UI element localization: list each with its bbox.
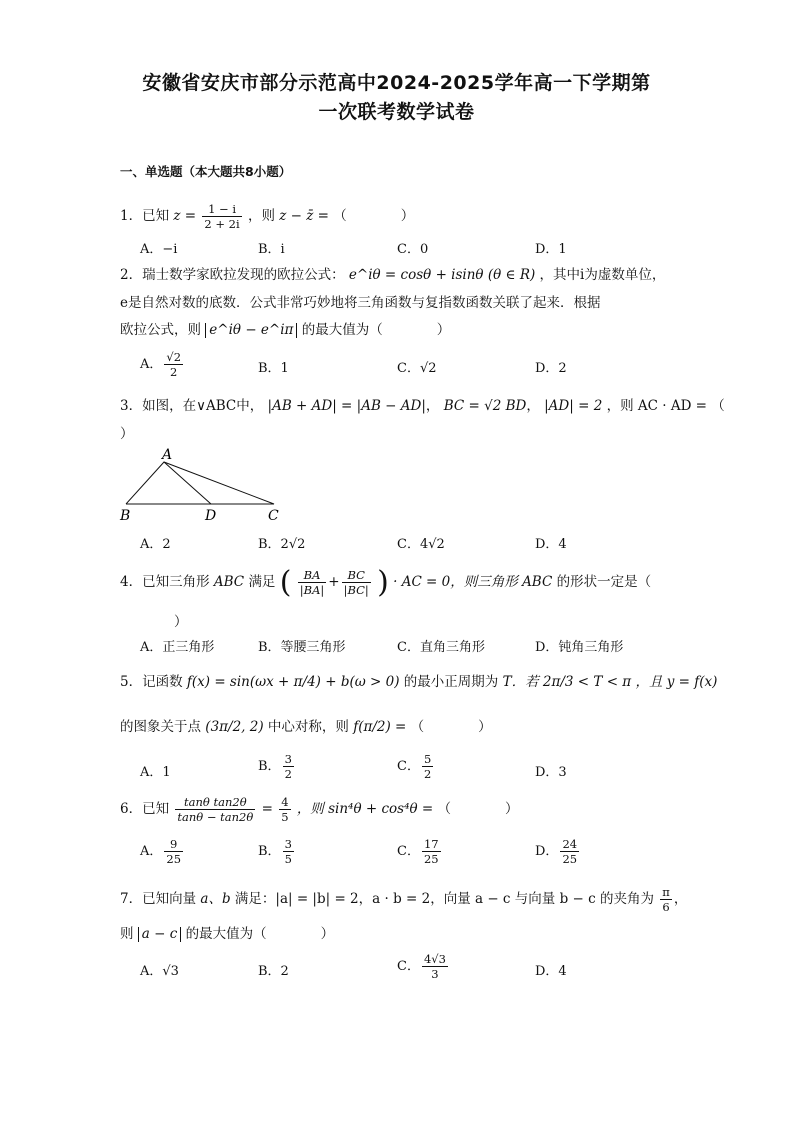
q1-fraction: $\frac{1 - i}{2 + 2i}$ bbox=[204, 202, 240, 231]
label-b: B bbox=[120, 508, 131, 524]
q2-option-c[interactable]: C．√2 bbox=[397, 361, 437, 376]
q4-option-a[interactable]: A．正三角形 bbox=[140, 640, 215, 655]
question-4-line-2: ） bbox=[120, 614, 188, 630]
q1-options bbox=[140, 238, 700, 262]
question-3-line-1: 3．如图，在∨ABC中， |AB + AD| = |AB − AD|， BC = √2 BD， |AD| = 2 ，则 AC · AD = （ bbox=[120, 398, 725, 414]
q7-option-c[interactable]: C． $\frac{4√3}{3}$ bbox=[397, 952, 446, 981]
q5-option-b[interactable]: B． $\frac{3}{2}$ bbox=[258, 752, 292, 781]
label-a: A bbox=[162, 447, 173, 463]
question-3-line-2: ） bbox=[120, 426, 134, 442]
q3-option-b[interactable]: B．2√2 bbox=[258, 537, 306, 552]
q4-option-d[interactable]: D．钝角三角形 bbox=[535, 640, 624, 655]
segment-ad bbox=[164, 462, 211, 504]
question-6: 6．已知 $\frac{\text{tanθ tan2θ}}{\tan\theta - \tan 2\theta}$ = $\frac{4}{5}$ ，则 sin⁴θ + cos⁴θ = （ ） bbox=[120, 795, 519, 824]
section-heading: 一、单选题（本大题共8小题） bbox=[120, 164, 292, 179]
q2-options bbox=[140, 350, 700, 379]
question-7-line-2: 则 a − c 的最大值为（ ） bbox=[120, 926, 335, 942]
q2-option-a[interactable]: A． $\frac{√2}{2}$ bbox=[140, 350, 182, 379]
question-7-line-1: 7．已知向量 a、b 满足：|a| = |b| = 2，a · b = 2，向量 a − c 与向量 b − c 的夹角为 $\frac{\pi}{6}$ ， bbox=[120, 885, 688, 914]
q6-option-a[interactable]: A． $\frac{9}{25}$ bbox=[140, 837, 182, 866]
question-1: 1．已知 z = $\frac{1 - i}{2 + 2i}$ ，则 z − z̄ = （ ） bbox=[120, 202, 415, 231]
question-5-line-1: 5．记函数 f(x) = sin(ωx + π/4) + b(ω > 0) 的最小正周期为 T．若 2π/3 < T < π ，且 y = f(x) bbox=[120, 674, 718, 690]
question-2-line-1: 2．瑞士数学家欧拉发现的欧拉公式： e^iθ = cosθ + isinθ (θ ∈ R) ，其中i为虚数单位， bbox=[120, 267, 666, 283]
question-2-line-3: 欧拉公式，则 e^iθ − e^iπ 的最大值为（ ） bbox=[120, 322, 451, 338]
q7-option-a[interactable]: A．√3 bbox=[140, 964, 179, 979]
q3-option-c[interactable]: C．4√2 bbox=[397, 537, 445, 552]
q3-option-a[interactable]: A．2 bbox=[140, 537, 171, 552]
q6-options bbox=[140, 837, 700, 866]
triangle-outline bbox=[126, 462, 274, 504]
q4-option-c[interactable]: C．直角三角形 bbox=[397, 640, 485, 655]
q1-option-b[interactable]: B．i bbox=[258, 242, 285, 257]
q5-options bbox=[140, 752, 700, 781]
triangle-figure bbox=[115, 446, 295, 524]
title-line-2: 一次联考数学试卷 bbox=[318, 101, 475, 123]
question-4-line-1: 4．已知三角形 ABC 满足 ( $\frac{BA}{|BA|}$ + $\frac{BC}{|BC|}$ ) · AC = 0，则三角形 ABC 的形状一定是（ bbox=[120, 565, 652, 600]
q6-option-d[interactable]: D． $\frac{24}{25}$ bbox=[535, 837, 578, 866]
q5-option-c[interactable]: C． $\frac{5}{2}$ bbox=[397, 752, 432, 781]
question-2-line-2: e是自然对数的底数．公式非常巧妙地将三角函数与复指数函数关联了起来．根据 bbox=[120, 295, 601, 311]
label-c: C bbox=[268, 508, 279, 524]
title-line-1: 安徽省安庆市部分示范高中2024-2025学年高一下学期第 bbox=[142, 72, 651, 94]
q4-options bbox=[140, 636, 700, 660]
q1-option-d[interactable]: D．1 bbox=[535, 242, 567, 257]
q6-option-b[interactable]: B． $\frac{3}{5}$ bbox=[258, 837, 292, 866]
q2-option-d[interactable]: D．2 bbox=[535, 361, 567, 376]
q7-option-b[interactable]: B．2 bbox=[258, 964, 289, 979]
question-5-line-2: 的图象关于点 (3π/2, 2) 中心对称，则 f(π/2) = （ ） bbox=[120, 719, 492, 735]
q2-option-b[interactable]: B．1 bbox=[258, 361, 289, 376]
q6-option-c[interactable]: C． $\frac{17}{25}$ bbox=[397, 837, 439, 866]
q5-option-a[interactable]: A．1 bbox=[140, 765, 171, 780]
label-d: D bbox=[205, 508, 217, 524]
q7-option-d[interactable]: D．4 bbox=[535, 964, 567, 979]
q3-options bbox=[140, 533, 700, 557]
q4-option-b[interactable]: B．等腰三角形 bbox=[258, 640, 346, 655]
q1-option-c[interactable]: C．0 bbox=[397, 242, 429, 257]
q5-option-d[interactable]: D．3 bbox=[535, 765, 567, 780]
q7-options bbox=[140, 952, 700, 981]
q1-option-a[interactable]: A．−i bbox=[140, 242, 178, 257]
q3-option-d[interactable]: D．4 bbox=[535, 537, 567, 552]
